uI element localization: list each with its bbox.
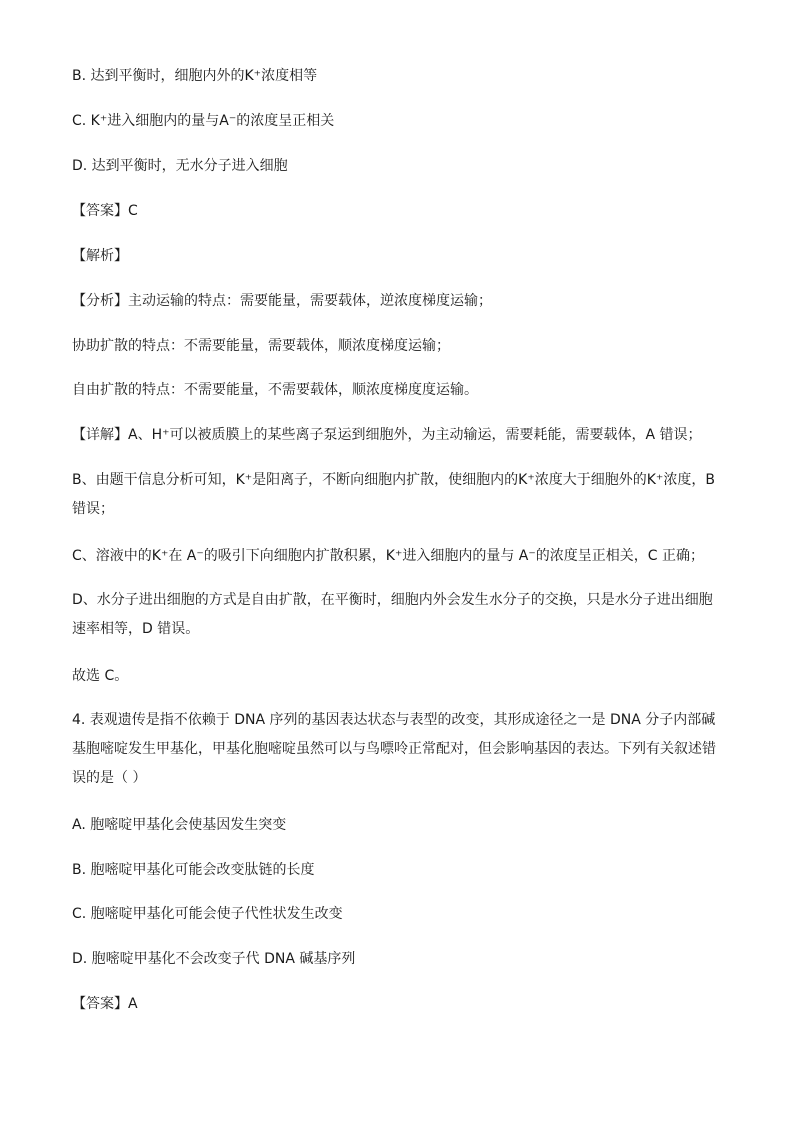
option-d: D. 达到平衡时，无水分子进入细胞: [72, 158, 288, 174]
q4-option-a: A. 胞嘧啶甲基化会使基因发生突变: [72, 817, 287, 833]
analysis-line-3: 自由扩散的特点：不需要能量，不需要载体，顺浓度梯度度运输。: [72, 382, 478, 398]
detail-b: B、由题干信息分析可知，K⁺是阳离子，不断向细胞内扩散，使细胞内的K⁺浓度大于细胞外的K⁺浓度，B 错误；: [72, 472, 715, 517]
q4-option-b: B. 胞嘧啶甲基化可能会改变肽链的长度: [72, 862, 315, 878]
analysis-header: 【解析】: [72, 248, 128, 264]
answer-label-q3: 【答案】C: [72, 203, 138, 219]
answer-label-q4: 【答案】A: [72, 996, 138, 1012]
option-b: B. 达到平衡时，细胞内外的K⁺浓度相等: [72, 68, 318, 84]
analysis-line-2: 协助扩散的特点：不需要能量，需要载体，顺浓度梯度运输；: [72, 338, 450, 354]
detail-a: 【详解】A、H⁺可以被质膜上的某些离子泵运到细胞外，为主动输运，需要耗能，需要载体，A 错误；: [72, 427, 702, 443]
detail-c: C、溶液中的K⁺在 A⁻的吸引下向细胞内扩散积累，K⁺进入细胞内的量与 A⁻的浓度呈正相关，C 正确；: [72, 548, 704, 564]
question-4-stem: 4. 表观遗传是指不依赖于 DNA 序列的基因表达状态与表型的改变，其形成途径之一是 DNA 分子内部碱基胞嘧啶发生甲基化，甲基化胞嘧啶虽然可以与鸟嘌呤正常配对，但会影响基因的表达。下列有关叙述错误的是（ ）: [72, 712, 716, 786]
detail-d: D、水分子进出细胞的方式是自由扩散，在平衡时，细胞内外会发生水分子的交换，只是水分子进出细胞速率相等，D 错误。: [72, 592, 713, 637]
choose-conclusion: 故选 C。: [72, 668, 129, 684]
q4-option-c: C. 胞嘧啶甲基化可能会使子代性状发生改变: [72, 906, 343, 922]
option-c: C. K⁺进入细胞内的量与A⁻的浓度呈正相关: [72, 113, 335, 129]
analysis-line-1: 【分析】主动运输的特点：需要能量，需要载体，逆浓度梯度运输；: [72, 293, 492, 309]
q4-option-d: D. 胞嘧啶甲基化不会改变子代 DNA 碱基序列: [72, 951, 356, 967]
